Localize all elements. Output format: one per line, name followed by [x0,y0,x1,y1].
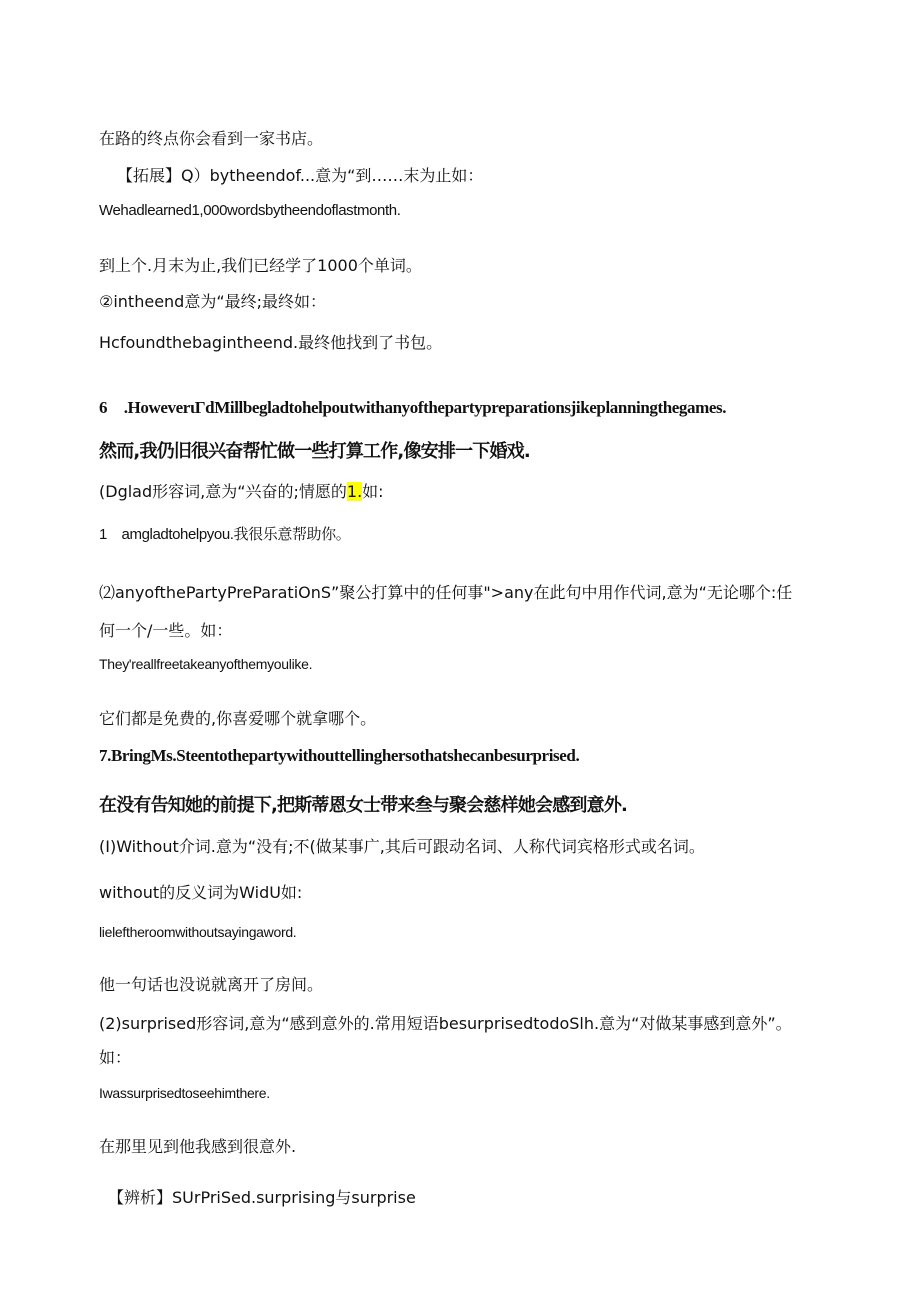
sentence-heading-7: 7.BringMs.Steentothepartywithouttellinghersothatshecanbesurprised. [99,746,580,765]
extension-note: 【拓展】Q）bytheendof...意为“到……末为止如： [117,166,484,185]
example-sentence: Wehadlearned1,000wordsbytheendoflastmonth. [99,202,401,219]
highlight-mark: 1. [346,482,363,501]
example-translation: 他一句话也没说就离开了房间。 [99,975,324,994]
note-surprised-continued: 如： [99,1048,132,1067]
note-glad-text: (Dglad形容词,意为“兴奋的;情愿的 [99,482,347,501]
note-glad-tail: 如: [362,482,384,501]
sentence-translation-6: 然而,我仍旧很兴奋帮忙做一些打算工作,像安排一下婚戏. [99,441,530,462]
note-surprised: (2)surprised形容词,意为“感到意外的.常用短语besurprisedtodoSlh.意为“对做某事感到意外”。 [99,1014,792,1033]
example-translation: 到上个.月末为止,我们已经学了1000个单词。 [99,256,422,275]
example-sentence: 1 amgladtohelpyou.我很乐意帮助你。 [99,526,351,543]
sentence-translation-7: 在没有告知她的前提下,把斯蒂恩女士带来叁与聚会慈样她会感到意外. [99,795,628,816]
example-translation: 在那里见到他我感到很意外. [99,1137,297,1156]
example-sentence: Hcfoundthebagintheend.最终他找到了书包。 [99,333,443,352]
sentence-heading-6: 6 .HoweverιΓdMillbegladtohelpoutwithanyofthepartypreparationsjikeplanningthegames. [99,398,727,417]
phrase-note: ②intheend意为“最终;最终如： [99,292,327,311]
example-translation: 它们都是免费的,你喜爱哪个就拿哪个。 [99,709,377,728]
note-glad [99,479,384,502]
example-sentence: They'reallfreetakeanyofthemyoulike. [99,656,313,672]
example-sentence: Iwassurprisedtoseehimthere. [99,1085,270,1101]
note-without: (I)Without介词.意为“没有;不(做某事广,其后可跟动名词、人称代词宾格形式或名词。 [99,837,705,856]
analysis-heading: 【辨析】SUrPriSed.surprising与surprise [108,1188,416,1207]
note-any-continued: 何一个/一些。如： [99,621,233,640]
note-without-antonym: without的反义词为WidU如: [99,883,303,902]
note-any: ⑵anyofthePartyPreParatiOnS”聚公打算中的任何事">any在此句中用作代词,意为“无论哪个:任 [99,583,793,602]
example-sentence: lieleftheroomwithoutsayingaword. [99,924,297,940]
text-line: 在路的终点你会看到一家书店。 [99,129,324,148]
